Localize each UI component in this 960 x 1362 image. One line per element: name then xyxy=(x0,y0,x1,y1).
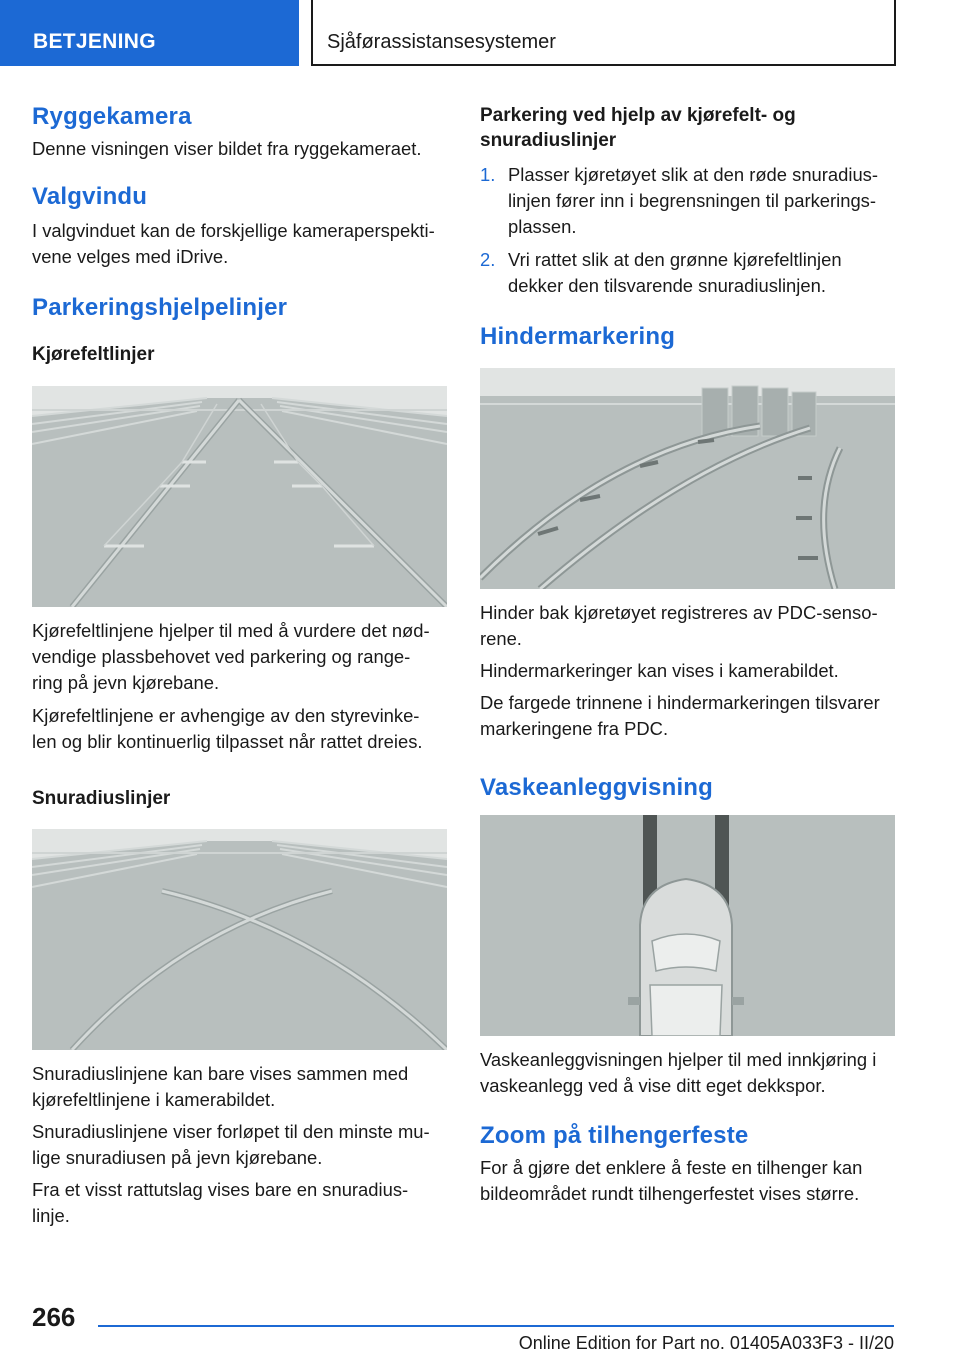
step-number-1: 1. xyxy=(480,164,496,185)
rear-camera-text: Denne visningen viser bildet fra ryggekameraet. xyxy=(32,138,422,159)
turning-radius-p1-line-1: Snuradiuslinjene kan bare vises sammen med xyxy=(32,1063,409,1084)
lane-lines-p1-line-3: ring på jevn kjørebane. xyxy=(32,672,220,693)
parking-with-lines-heading-1: Parkering ved hjelp av kjørefelt- og xyxy=(480,105,796,126)
rear-camera-heading: Ryggekamera xyxy=(32,103,192,130)
lane-lines-p2-line-1: Kjørefeltlinjene er avhengige av den styrevinke‐ xyxy=(32,705,420,726)
obstacle-p1-line-1: Hinder bak kjøretøyet registreres av PDC-senso‐ xyxy=(480,602,878,623)
section-tab: BETJENING xyxy=(0,0,299,66)
turning-radius-figure xyxy=(32,829,447,1050)
obstacle-heading: Hindermarkering xyxy=(480,323,676,350)
trailer-zoom-p1-line-1: For å gjøre det enklere å feste en tilhenger kan xyxy=(480,1157,863,1178)
parking-steps-list xyxy=(480,162,900,299)
trailer-zoom-p1-line-2: bildeområdet rundt tilhengerfestet vises større. xyxy=(480,1183,860,1204)
page-number: 266 xyxy=(32,1302,76,1332)
turning-radius-p3-line-2: linje. xyxy=(32,1205,70,1226)
selection-window-text-2: vene velges med iDrive. xyxy=(32,246,229,267)
selection-window-text-1: I valgvinduet kan de forskjellige kameraperspekti‐ xyxy=(32,220,435,241)
parking-with-lines-heading-2: snuradiuslinjer xyxy=(480,130,617,151)
lane-lines-p1-line-2: vendige plassbehovet ved parkering og range‐ xyxy=(32,646,411,667)
obstacle-p3-line-2: markeringene fra PDC. xyxy=(480,718,669,739)
obstacle-marking-figure xyxy=(480,368,895,589)
turning-radius-p2-line-1: Snuradiuslinjene viser forløpet til den minste mu‐ xyxy=(32,1121,430,1142)
obstacle-p2: Hindermarkeringer kan vises i kamerabildet. xyxy=(480,660,839,681)
chapter-box xyxy=(311,0,896,66)
right-column xyxy=(480,100,900,1207)
turning-radius-p3-line-1: Fra et visst rattutslag vises bare en snuradius‐ xyxy=(32,1179,409,1200)
parking-step-2 xyxy=(480,247,900,299)
footer-rule xyxy=(98,1325,894,1327)
step-1-line-1: Plasser kjøretøyet slik at den røde snuradius‐ xyxy=(508,164,878,185)
lane-lines-figure xyxy=(32,386,447,607)
lane-lines-p2-line-2: len og blir kontinuerlig tilpasset når rattet dreies. xyxy=(32,731,423,752)
parking-lines-heading: Parkeringshjelpelinjer xyxy=(32,294,288,321)
turning-radius-p1-line-2: kjørefeltlinjene i kamerabildet. xyxy=(32,1089,276,1110)
obstacle-p1-line-2: rene. xyxy=(480,628,522,649)
page-header xyxy=(0,0,960,66)
car-wash-p1-line-2: vaskeanlegg ved å vise ditt eget dekkspor. xyxy=(480,1075,826,1096)
chapter-title: Sjåførassistansesystemer xyxy=(327,31,556,53)
turning-radius-p2-line-2: lige snuradiusen på jevn kjørebane. xyxy=(32,1147,323,1168)
edition-note: Online Edition for Part no. 01405A033F3 - II/20 xyxy=(518,1333,894,1353)
step-2-line-2: dekker den tilsvarende snuradiuslinjen. xyxy=(508,275,826,296)
step-1-line-3: plassen. xyxy=(508,216,577,237)
parking-step-1 xyxy=(480,162,900,240)
step-2-line-1: Vri rattet slik at den grønne kjørefeltlinjen xyxy=(508,249,842,270)
car-wash-figure xyxy=(480,815,895,1036)
car-wash-p1-line-1: Vaskeanleggvisningen hjelper til med innkjøring i xyxy=(480,1049,877,1070)
left-column xyxy=(32,100,450,1229)
lane-lines-heading: Kjørefeltlinjer xyxy=(32,344,155,365)
selection-window-heading: Valgvindu xyxy=(32,183,148,210)
obstacle-p3-line-1: De fargede trinnene i hindermarkeringen tilsvarer xyxy=(480,692,880,713)
trailer-zoom-heading: Zoom på tilhengerfeste xyxy=(480,1122,749,1149)
car-wash-heading: Vaskeanleggvisning xyxy=(480,774,714,801)
step-number-2: 2. xyxy=(480,249,496,270)
turning-radius-heading: Snuradiuslinjer xyxy=(32,788,171,809)
step-1-line-2: linjen fører inn i begrensningen til parkerings‐ xyxy=(508,190,877,211)
lane-lines-p1-line-1: Kjørefeltlinjene hjelper til med å vurdere det nød‐ xyxy=(32,620,430,641)
